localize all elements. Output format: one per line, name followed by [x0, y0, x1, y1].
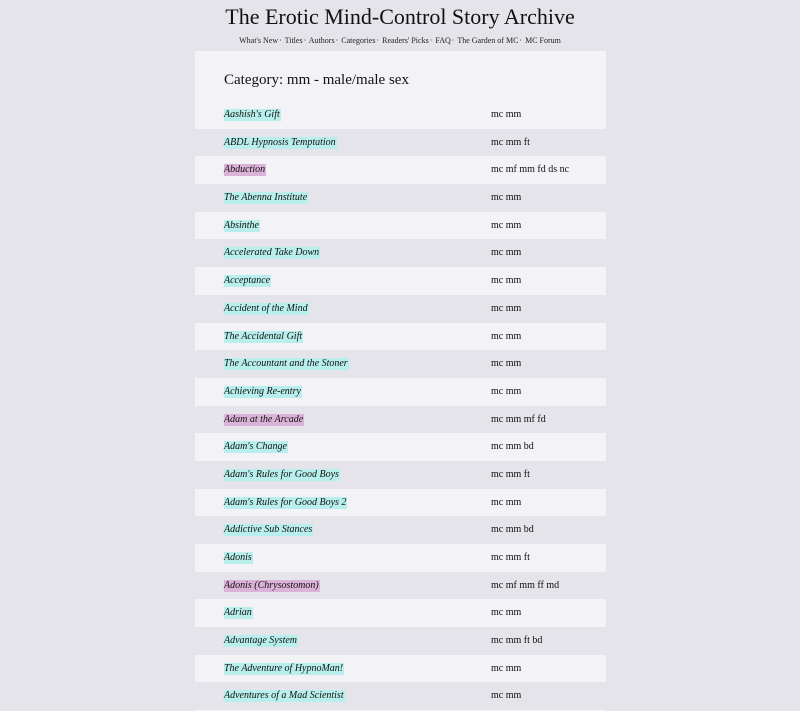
story-tags: mc mm bd — [491, 441, 534, 453]
story-list — [195, 101, 606, 710]
story-tags: mc mm — [491, 219, 522, 231]
story-tags: mc mm mf fd — [491, 413, 546, 425]
story-row — [195, 212, 606, 240]
story-title-link[interactable]: Adam's Change — [224, 441, 287, 453]
story-title-link[interactable]: Absinthe — [224, 219, 259, 231]
story-row — [195, 156, 606, 184]
story-row — [195, 544, 606, 572]
story-row — [195, 129, 606, 157]
story-row — [195, 433, 606, 461]
site-header — [0, 0, 800, 46]
story-row — [195, 350, 606, 378]
story-title-link[interactable]: Accident of the Mind — [224, 302, 308, 314]
story-title-link[interactable]: ABDL Hypnosis Temptation — [224, 136, 336, 148]
story-tags: mc mm — [491, 192, 522, 204]
story-title-link[interactable]: Acceptance — [224, 275, 271, 287]
story-tags: mc mm — [491, 385, 522, 397]
story-row — [195, 184, 606, 212]
story-tags: mc mm — [491, 662, 522, 674]
story-row — [195, 516, 606, 544]
nav-authors[interactable]: Authors — [308, 36, 335, 45]
nav-separator: · — [429, 36, 433, 45]
nav-mc-forum[interactable]: MC Forum — [525, 36, 561, 45]
nav-faq[interactable]: FAQ — [435, 36, 451, 45]
story-tags: mc mm — [491, 496, 522, 508]
story-title-link[interactable]: The Accidental Gift — [224, 330, 303, 342]
story-tags: mc mm ft — [491, 552, 530, 563]
nav-separator: · — [376, 36, 380, 45]
nav-separator: · — [451, 36, 455, 45]
story-tags: mc mm — [491, 607, 522, 619]
story-tags: mc mm — [491, 358, 522, 370]
story-row — [195, 627, 606, 655]
story-row — [195, 406, 606, 434]
story-title-link[interactable]: Adrian — [224, 607, 252, 619]
story-title-link[interactable]: Achieving Re-entry — [224, 385, 301, 397]
story-row — [195, 101, 606, 129]
nav-separator: · — [519, 36, 523, 45]
story-row — [195, 267, 606, 295]
story-tags: mc mm bd — [491, 524, 534, 536]
story-row — [195, 599, 606, 627]
story-tags: mc mm — [491, 302, 522, 314]
category-heading: Category: mm - male/male sex — [224, 72, 409, 88]
story-tags: mc mf mm fd ds nc — [491, 164, 570, 176]
story-row — [195, 489, 606, 517]
story-tags: mc mf mm ff md — [491, 579, 560, 591]
story-tags: mc mm — [491, 330, 522, 342]
story-title-link[interactable]: Adonis (Chrysostomon) — [224, 579, 319, 591]
category-panel — [195, 51, 606, 711]
story-row — [195, 682, 606, 710]
story-tags: mc mm ft — [491, 468, 530, 480]
story-title-link[interactable]: Advantage System — [224, 635, 298, 647]
story-title-link[interactable]: The Adventure of HypnoMan! — [224, 662, 344, 674]
story-row — [195, 572, 606, 600]
nav-separator: · — [303, 36, 307, 45]
story-title-link[interactable]: Adam's Rules for Good Boys 2 — [224, 496, 347, 508]
top-nav — [0, 36, 800, 46]
story-tags: mc mm ft — [491, 136, 530, 148]
story-title-link[interactable]: Addictive Sub Stances — [224, 524, 313, 536]
story-tags: mc mm — [491, 109, 522, 120]
story-row — [195, 655, 606, 683]
story-title-link[interactable]: Aashish's Gift — [224, 109, 280, 120]
story-title-link[interactable]: The Accountant and the Stoner — [224, 358, 348, 370]
story-tags: mc mm ft bd — [491, 635, 543, 647]
story-title-link[interactable]: Accelerated Take Down — [224, 247, 320, 259]
story-title-link[interactable]: Adam's Rules for Good Boys — [224, 468, 339, 480]
story-title-link[interactable]: Adam at the Arcade — [224, 413, 304, 425]
story-title-link[interactable]: Abduction — [224, 164, 266, 176]
story-title-link[interactable]: Adonis — [224, 552, 252, 563]
story-row — [195, 295, 606, 323]
site-title: The Erotic Mind-Control Story Archive — [225, 4, 575, 29]
story-tags: mc mm — [491, 247, 522, 259]
nav-garden-of-mc[interactable]: The Garden of MC — [457, 36, 519, 45]
nav-separator: · — [335, 36, 339, 45]
story-tags: mc mm — [491, 275, 522, 287]
story-row — [195, 378, 606, 406]
nav-separator: · — [279, 36, 282, 45]
story-row — [195, 461, 606, 489]
nav-categories[interactable]: Categories — [341, 36, 376, 45]
nav-readers-picks[interactable]: Readers' Picks — [382, 36, 429, 45]
story-tags: mc mm — [491, 690, 522, 702]
story-row — [195, 239, 606, 267]
nav-titles[interactable]: Titles — [284, 36, 303, 45]
nav-whats-new[interactable]: What's New — [239, 36, 279, 45]
story-row — [195, 323, 606, 351]
story-title-link[interactable]: Adventures of a Mad Scientist — [224, 690, 344, 702]
story-title-link[interactable]: The Abenna Institute — [224, 192, 308, 204]
